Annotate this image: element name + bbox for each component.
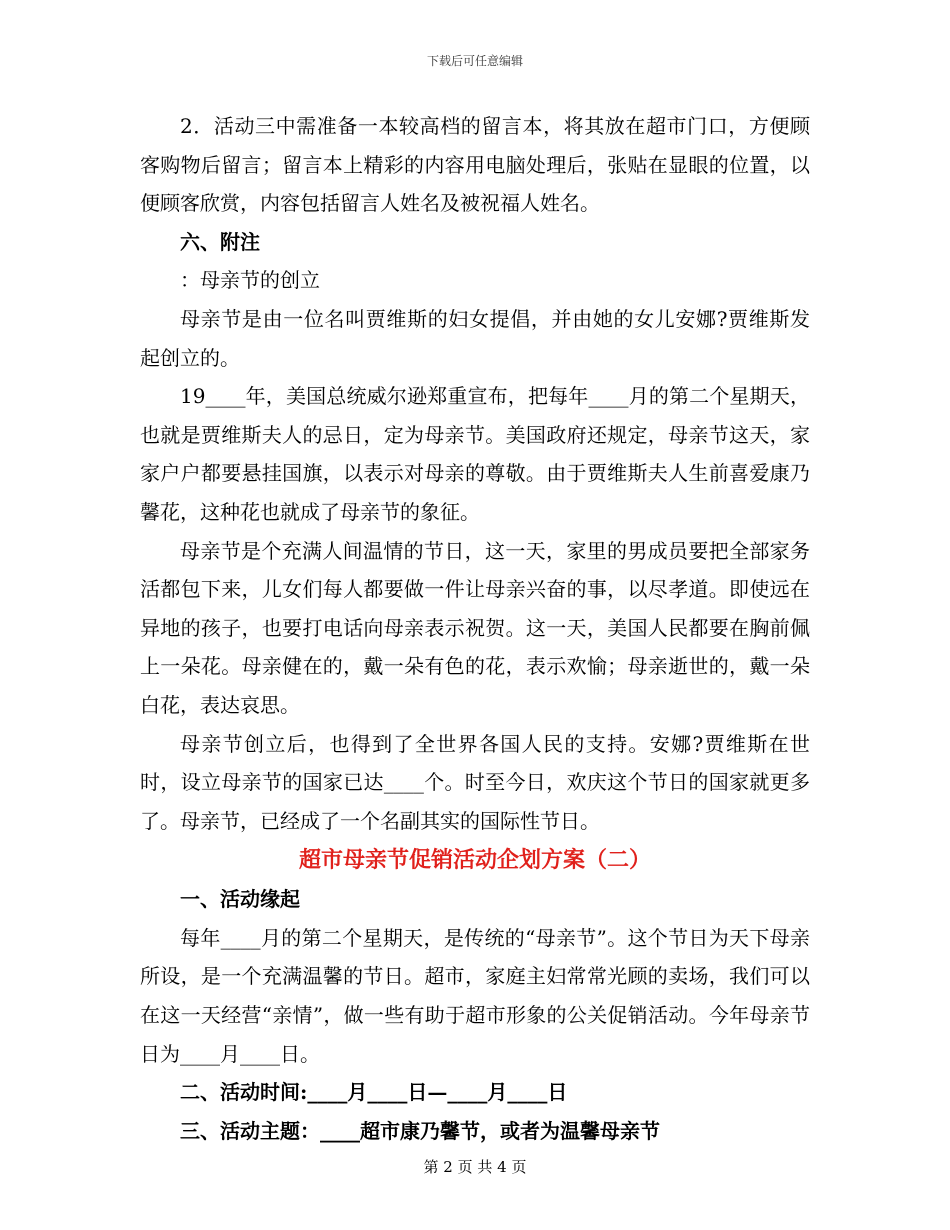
heading-theme: 三、活动主题：____超市康乃馨节，或者为温馨母亲节 xyxy=(180,1118,660,1143)
page-footer: 第 2 页 共 4 页 xyxy=(423,1158,527,1176)
paragraph-worldwide: 母亲节创立后，也得到了全世界各国人民的支持。安娜?贾维斯在世时，设立母亲节的国家已达____个。时至今日，欢庆这个节日的国家就更多了。母亲节，已经成了一个名副其实的国际性节日。 xyxy=(140,731,810,833)
paragraph-origin: 母亲节是由一位名叫贾维斯的妇女提倡，并由她的女儿安娜?贾维斯发起创立的。 xyxy=(140,306,810,370)
heading-time: 二、活动时间:____月____日—____月____日 xyxy=(180,1080,568,1105)
heading-background: 一、活动缘起 xyxy=(180,887,300,912)
heading-appendix: 六、附注 xyxy=(180,229,260,254)
page-header: 下载后可任意编辑 xyxy=(426,54,523,68)
paragraph-subheading: ：母亲节的创立 xyxy=(180,268,320,293)
paragraph-customs: 母亲节是个充满人间温情的节日，这一天，家里的男成员要把全部家务活都包下来，儿女们每人都要做一件让母亲兴奋的事，以尽孝道。即使远在异地的孩子，也要打电话向母亲表示祝贺。这一天，美国人民都要在胸前佩上一朵花。母亲健在的，戴一朵有色的花，表示欢愉；母亲逝世的，戴一朵白花，表达哀思。 xyxy=(140,538,810,717)
paragraph-prep-guestbook: 2．活动三中需准备一本较高档的留言本，将其放在超市门口，方便顾客购物后留言；留言本上精彩的内容用电脑处理后，张贴在显眼的位置，以便顾客欣赏，内容包括留言人姓名及被祝福人姓名。 xyxy=(140,114,810,216)
paragraph-background: 每年____月的第二个星期天，是传统的“母亲节”。这个节日为天下母亲所设，是一个充满温馨的节日。超市，家庭主妇常常光顾的卖场，我们可以在这一天经营“亲情”，做一些有助于超市形象的公关促销活动。今年母亲节日为____月____日。 xyxy=(140,925,810,1066)
section-title: 超市母亲节促销活动企划方案（二） xyxy=(298,847,651,874)
document-body xyxy=(140,107,810,1150)
paragraph-history: 19____年，美国总统威尔逊郑重宣布，把每年____月的第二个星期天，也就是贾维斯夫人的忌日，定为母亲节。美国政府还规定，母亲节这天，家家户户都要悬挂国旗，以表示对母亲的尊敬。由于贾维斯夫人生前喜爱康乃馨花，这种花也就成了母亲节的象征。 xyxy=(140,384,810,524)
